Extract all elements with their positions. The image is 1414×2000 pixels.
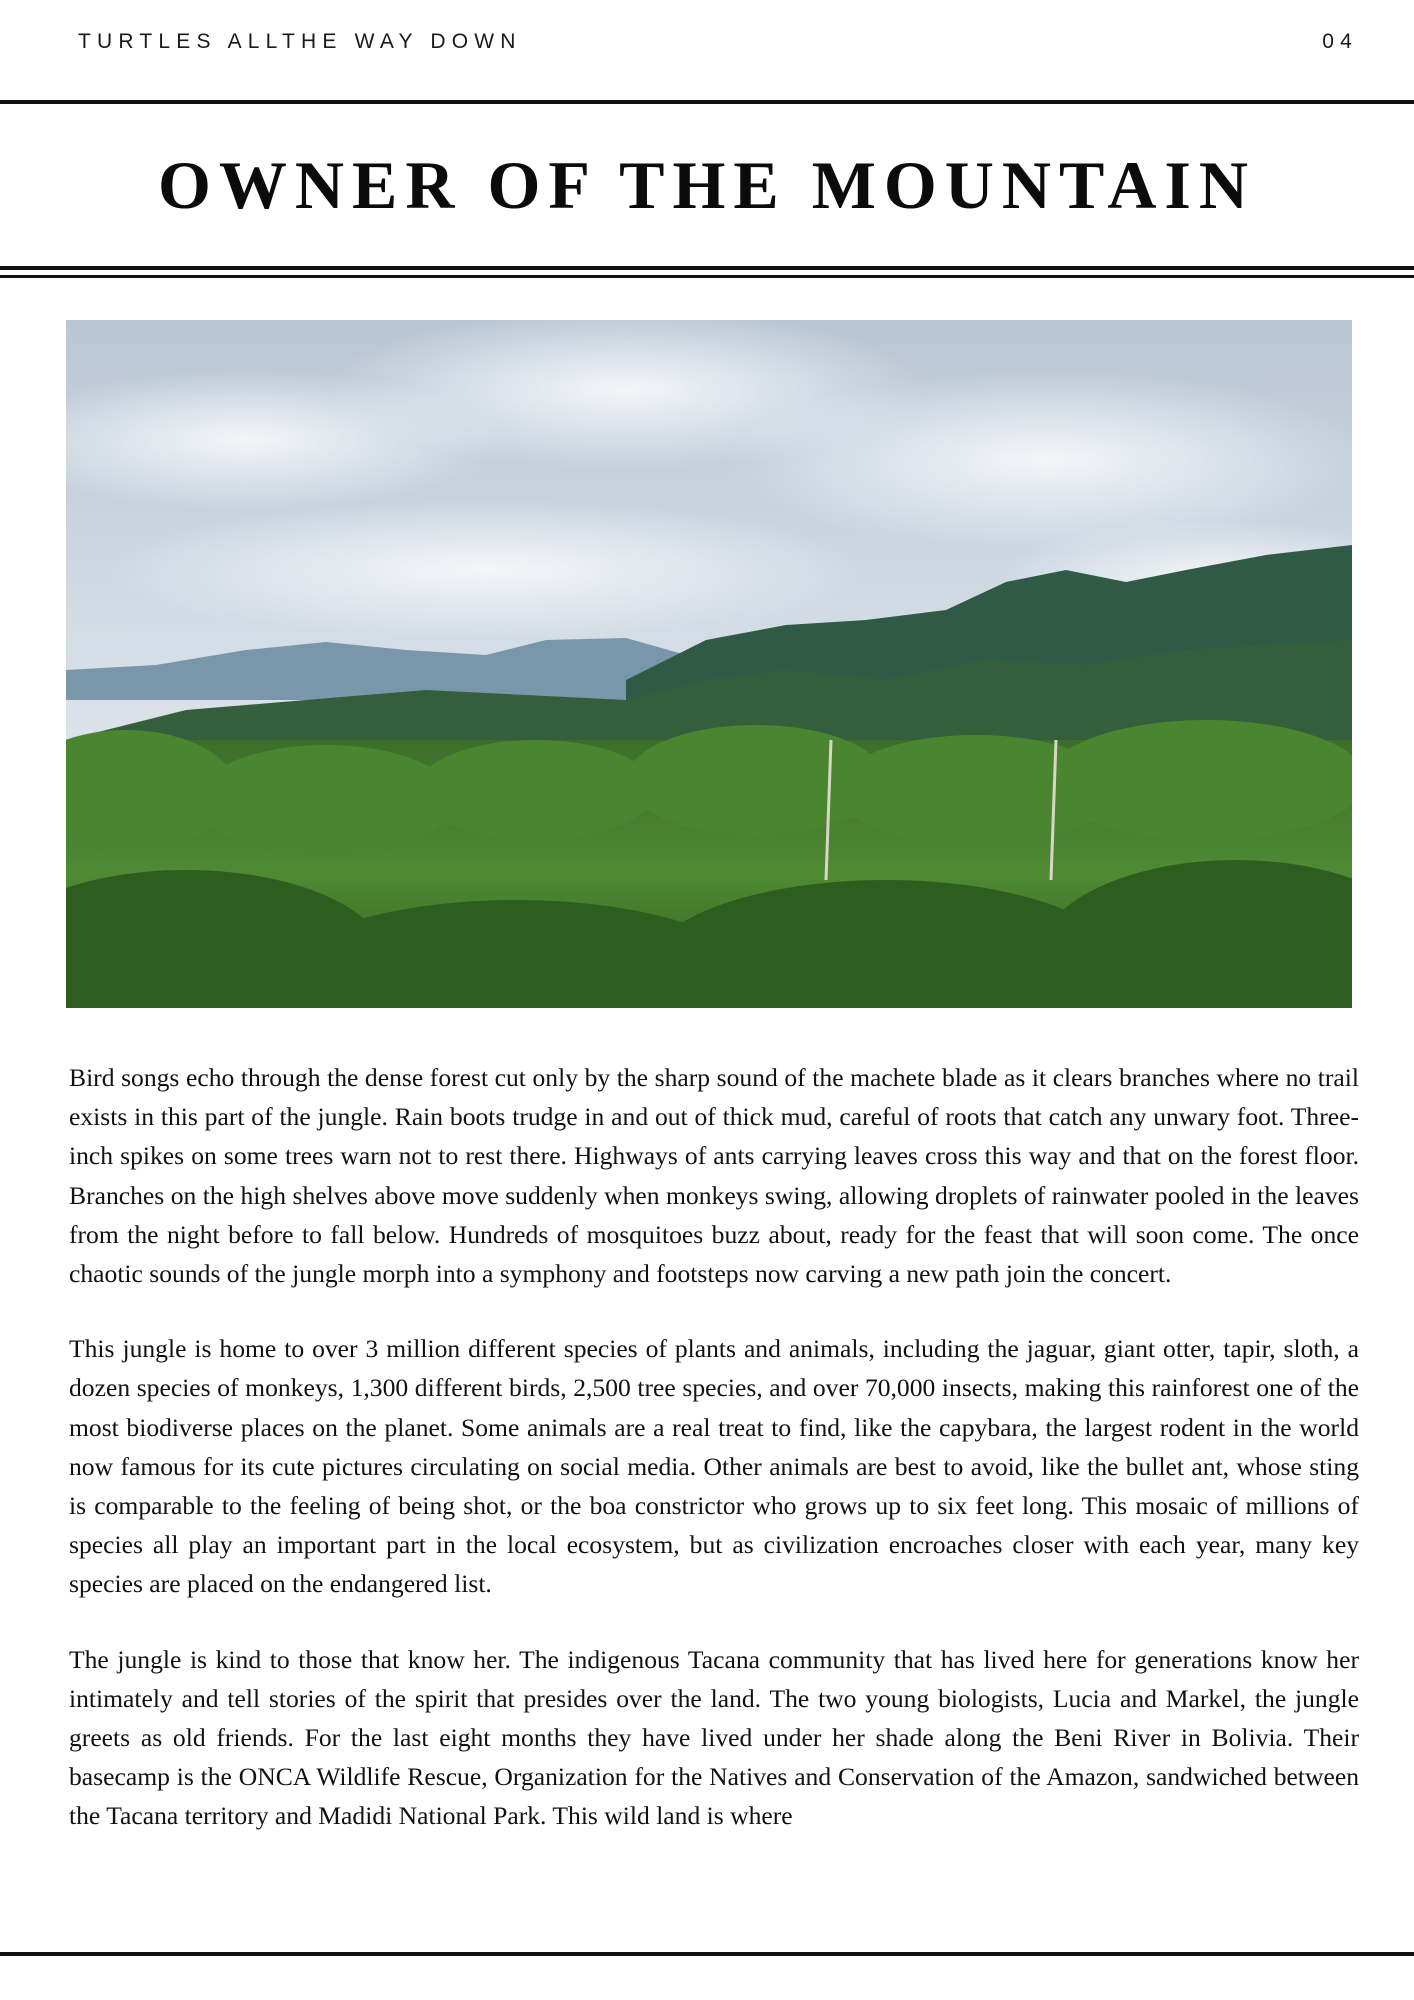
header-rule [0,100,1414,104]
article-title: OWNER OF THE MOUNTAIN [157,147,1257,223]
article-body [69,1058,1359,1872]
page-number: 04 [1322,30,1358,53]
paragraph-1: Bird songs echo through the dense forest cut only by the sharp sound of the machete blade as it clears branches where no trail exists in this part of the jungle. Rain boots trudge in and out of thick mud, careful of roots that catch any unwary foot. Three-inch spikes on some trees warn not to rest there. Highways of ants carrying leaves cross this way and that on the forest floor. Branches on the high shelves above move suddenly when monkeys swing, allowing droplets of rainwater pooled in the leaves from the night before to fall below. Hundreds of mosquitoes buzz about, ready for the feast that will soon come. The once chaotic sounds of the jungle morph into a symphony and footsteps now carving a new path join the concert. [69,1063,1359,1289]
paragraph-2: This jungle is home to over 3 million different species of plants and animals, including the jaguar, giant otter, tapir, sloth, a dozen species of monkeys, 1,300 different birds, 2,500 tree species, and over 70,000 insects, making this rainforest one of the most biodiverse places on the planet. Some animals are a real treat to find, like the capybara, the largest rodent in the world now famous for its cute pictures circulating on social media. Other animals are best to avoid, like the bullet ant, whose sting is comparable to the feeling of being shot, or the boa constrictor who grows up to six feet long. This mosaic of millions of species all play an important part in the local ecosystem, but as civilization encroaches closer with each year, many key species are placed on the endangered list. [69,1334,1359,1599]
title-double-rule-upper [0,266,1414,270]
title-double-rule-lower [0,275,1414,278]
paragraph-3: The jungle is kind to those that know her. The indigenous Tacana community that has lived here for generations know her intimately and tell stories of the spirit that presides over the land. The two young biologists, Lucia and Markel, the jungle greets as old friends. For the last eight months they have lived under her shade along the Beni River in Bolivia. Their basecamp is the ONCA Wildlife Rescue, Organization for the Natives and Conservation of the Amazon, sandwiched between the Tacana territory and Madidi National Park. This wild land is where [69,1644,1359,1831]
magazine-name: TURTLES ALLTHE WAY DOWN [78,30,522,53]
jungle-landscape-photo [66,320,1352,1008]
footer-rule [0,1952,1414,1956]
running-header [78,30,1358,60]
